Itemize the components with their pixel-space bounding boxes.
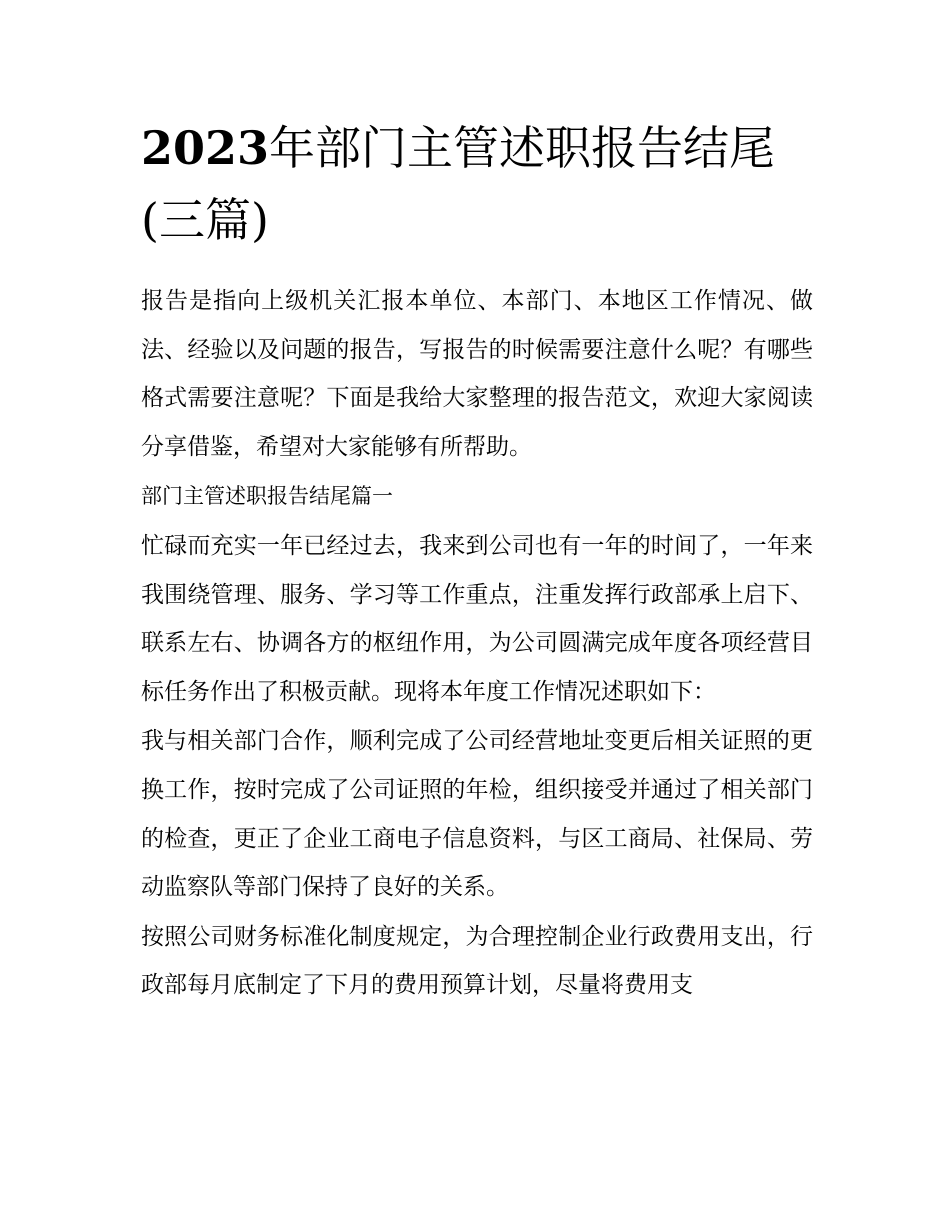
document-body <box>141 277 813 1010</box>
title-line-2: (三篇) <box>141 193 269 247</box>
title-year: 2023 <box>141 121 270 175</box>
body-paragraph-2: 我与相关部门合作，顺利完成了公司经营地址变更后相关证照的更换工作，按时完成了公司证照的年检，组织接受并通过了相关部门的检查，更正了企业工商电子信息资料，与区工商局、社保局、劳动监察队等部门保持了良好的关系。 <box>141 728 813 901</box>
document-title <box>141 112 813 256</box>
body-paragraph-3: 按照公司财务标准化制度规定，为合理控制企业行政费用支出，行政部每月底制定了下月的费用预算计划，尽量将费用支 <box>141 923 813 999</box>
intro-paragraph: 报告是指向上级机关汇报本单位、本部门、本地区工作情况、做法、经验以及问题的报告，写报告的时候需要注意什么呢？有哪些格式需要注意呢？下面是我给大家整理的报告范文，欢迎大家阅读分享借鉴，希望对大家能够有所帮助。 <box>141 288 813 460</box>
title-line-1 <box>141 112 813 184</box>
section-heading: 部门主管述职报告结尾篇一 <box>141 484 393 509</box>
document-content <box>141 112 813 1011</box>
title-text: 年部门主管述职报告结尾 <box>269 121 776 175</box>
body-paragraph-1: 忙碌而充实一年已经过去，我来到公司也有一年的时间了，一年来我围绕管理、服务、学习等工作重点，注重发挥行政部承上启下、联系左右、协调各方的枢纽作用，为公司圆满完成年度各项经营目标任务作出了积极贡献。现将本年度工作情况述职如下： <box>141 532 813 705</box>
